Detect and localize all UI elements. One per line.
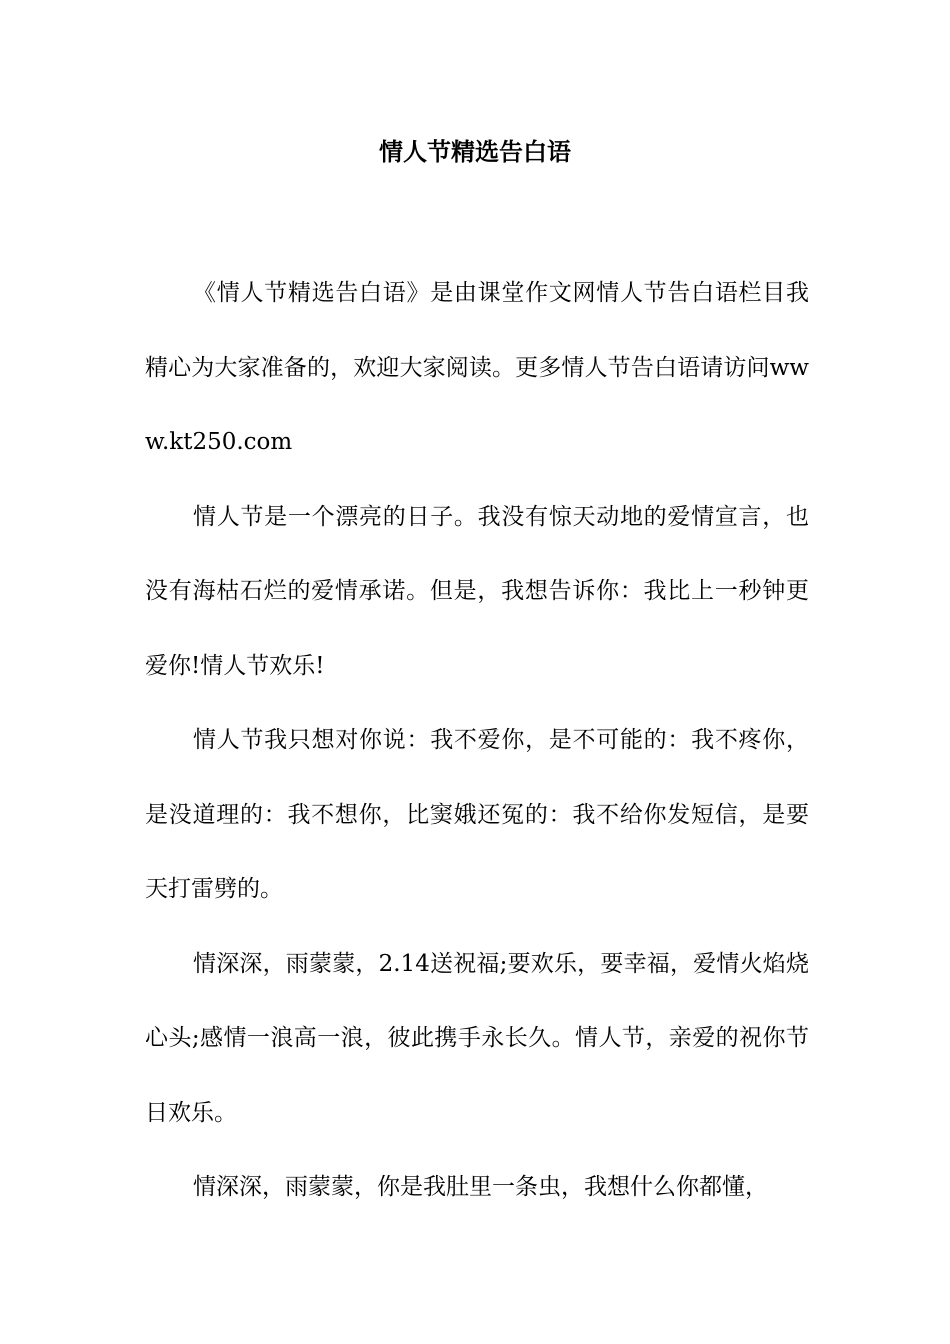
paragraph-5: 情深深，雨蒙蒙，你是我肚里一条虫，我想什么你都懂， — [193, 1174, 768, 1200]
document-title: 情人节精选告白语 — [379, 137, 571, 166]
paragraph-intro: 《情人节精选告白语》是由课堂作文网情人节告白语栏目我精心为大家准备的，欢迎大家阅读。更多情人节告白语请访问www.kt250.com — [145, 280, 809, 455]
paragraph-3: 情人节我只想对你说：我不爱你，是不可能的：我不疼你，是没道理的：我不想你，比窦娥还冤的：我不给你发短信，是要天打雷劈的。 — [145, 727, 809, 902]
paragraph-2: 情人节是一个漂亮的日子。我没有惊天动地的爱情宣言，也没有海枯石烂的爱情承诺。但是，我想告诉你：我比上一秒钟更爱你!情人节欢乐! — [145, 503, 809, 679]
paragraph-4: 情深深，雨蒙蒙，2.14送祝福;要欢乐，要幸福，爱情火焰烧心头;感情一浪高一浪，彼此携手永长久。情人节，亲爱的祝你节日欢乐。 — [145, 950, 809, 1126]
document-body — [145, 256, 809, 1225]
